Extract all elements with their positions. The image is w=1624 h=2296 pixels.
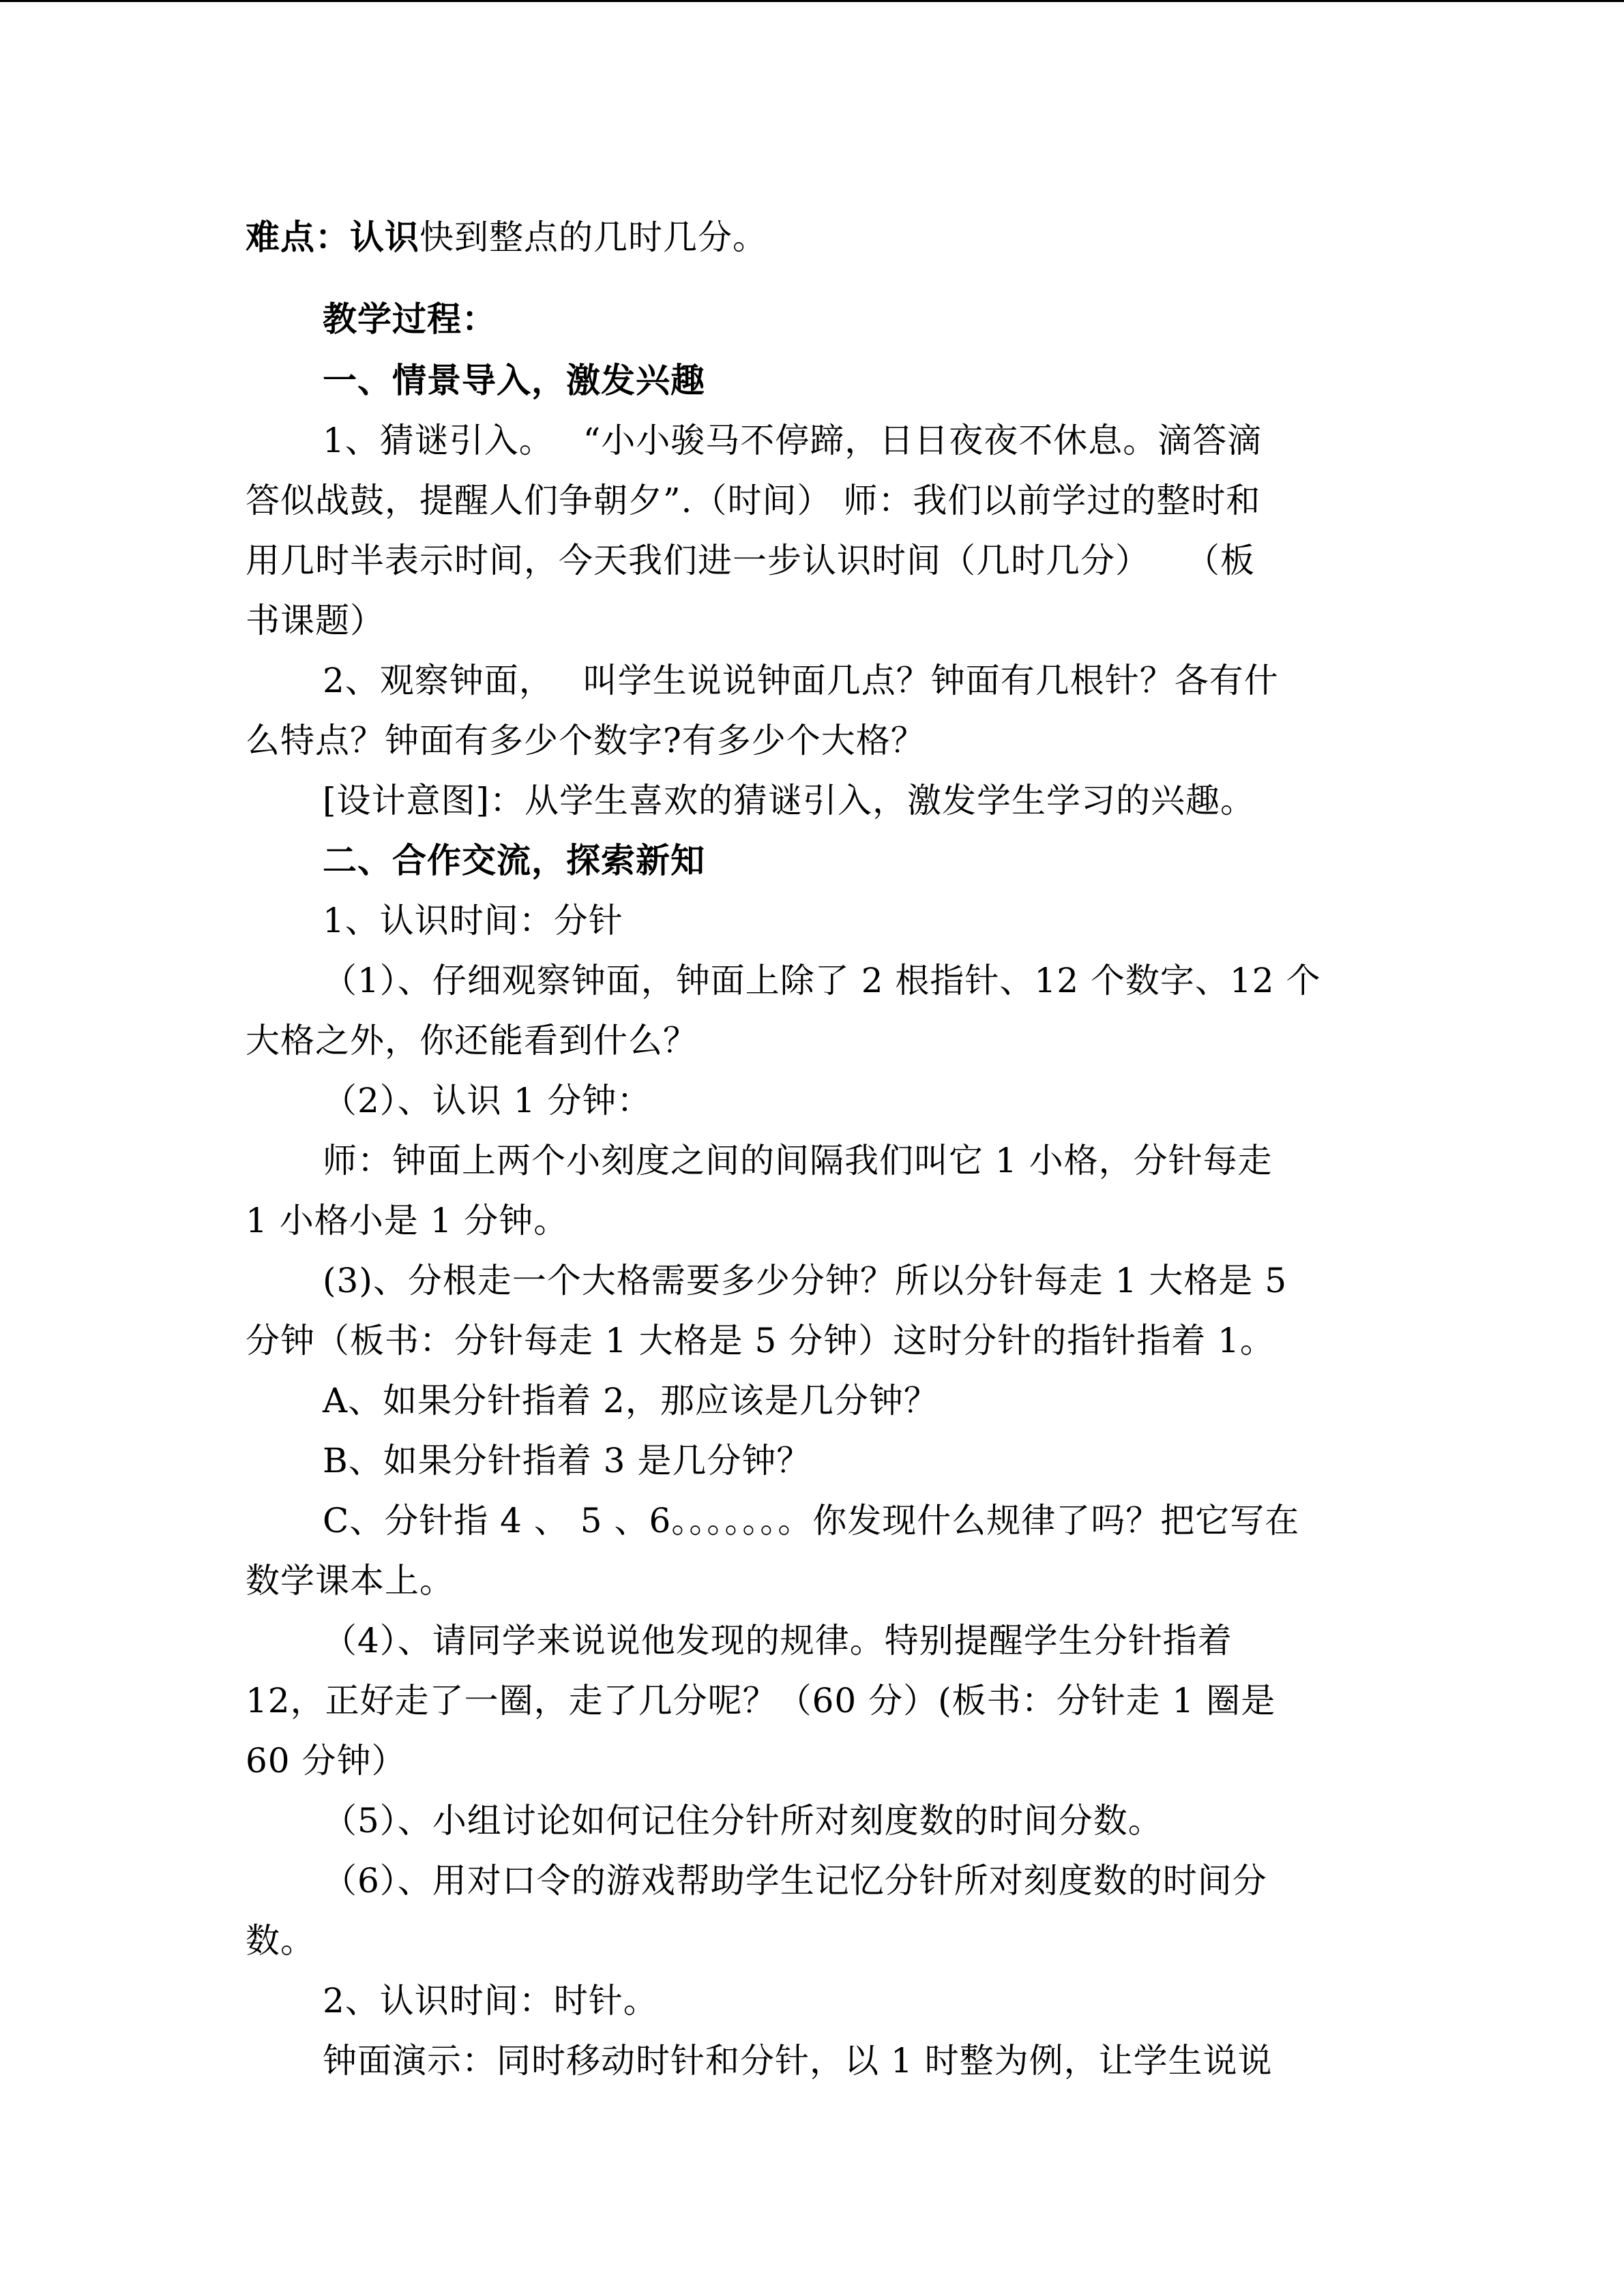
section2-line-15: （5）、小组讨论如何记住分针所对刻度数的时间分数。 (323, 1801, 1163, 1840)
section2-line-19: 钟面演示：同时移动时针和分针，以 1 时整为例，让学生说说 (323, 2041, 1273, 2081)
section1-line-0: 1、猜谜引入。 “小小骏马不停蹄，日日夜夜不休息。滴答滴 (323, 421, 1263, 460)
section2-line-17: 数。 (246, 1921, 315, 1960)
section2-line-7: 分钟（板书：分针每走 1 大格是 5 分钟）这时分针的指针指着 1。 (246, 1321, 1275, 1360)
section2-line-8: A、如果分针指着 2，那应该是几分钟？ (323, 1381, 939, 1420)
section2-line-5: 1 小格小是 1 分钟。 (246, 1201, 569, 1240)
section2-line-9: B、如果分针指着 3 是几分钟？ (323, 1441, 812, 1480)
section2-line-16: （6）、用对口令的游戏帮助学生记忆分针所对刻度数的时间分 (323, 1861, 1267, 1900)
section1-line-4: 2、观察钟面， 叫学生说说钟面几点？钟面有几根针？各有什 (323, 661, 1279, 700)
section2-line-14: 60 分钟） (246, 1741, 407, 1780)
section1-line-3: 书课题） (246, 601, 385, 640)
section2-line-12: （4）、请同学来说说他发现的规律。特别提醒学生分针指着 (323, 1621, 1232, 1660)
section2-title: 二、合作交流，探索新知 (323, 840, 705, 880)
section2-line-1: （1）、仔细观察钟面，钟面上除了 2 根指针、12 个数字、12 个 (323, 961, 1321, 1000)
difficulty-label: 难点：认识 (246, 217, 419, 257)
section2-line-3: （2）、认识 1 分钟： (323, 1081, 652, 1120)
process-title: 教学过程： (323, 299, 497, 339)
section1-line-6: [设计意图]：从学生喜欢的猜谜引入，激发学生学习的兴趣。 (323, 781, 1256, 820)
section2-line-4: 师：钟面上两个小刻度之间的间隔我们叫它 1 小格，分针每走 (323, 1141, 1273, 1180)
section2-line-18: 2、认识时间：时针。 (323, 1981, 658, 2021)
section2-line-6: (3)、分根走一个大格需要多少分钟？所以分针每走 1 大格是 5 (323, 1261, 1288, 1300)
section1-line-5: 么特点？钟面有多少个数字?有多少个大格？ (246, 721, 926, 760)
section1-line-1: 答似战鼓，提醒人们争朝夕”.（时间） 师：我们以前学过的整时和 (246, 481, 1261, 520)
section2-line-0: 1、认识时间：分针 (323, 901, 623, 940)
section2-line-13: 12，正好走了一圈，走了几分呢？（60 分）(板书：分针走 1 圈是 (246, 1681, 1276, 1720)
section2-line-2: 大格之外，你还能看到什么？ (246, 1021, 698, 1060)
difficulty-line (246, 217, 767, 258)
difficulty-text: 快到整点的几时几分。 (419, 218, 767, 257)
section1-line-2: 用几时半表示时间，今天我们进一步认识时间（几时几分） （板 (246, 541, 1255, 580)
section2-line-11: 数学课本上。 (246, 1561, 454, 1600)
top-border-line (0, 0, 1624, 2)
section1-title: 一、情景导入，激发兴趣 (323, 360, 705, 400)
section2-line-10: C、分针指 4 、 5 、6。。。。。。。你发现什么规律了吗？把它写在 (323, 1501, 1300, 1540)
